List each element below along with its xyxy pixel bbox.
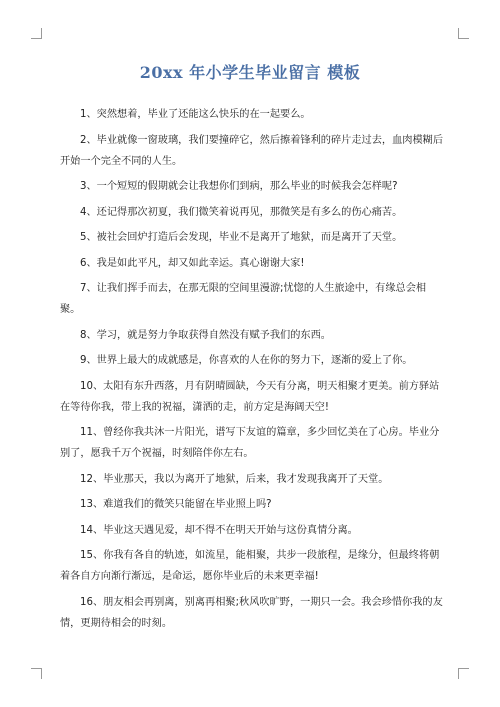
message-paragraph: 12、毕业那天，我以为离开了地狱，后来，我才发现我离开了天堂。: [80, 473, 389, 485]
message-paragraph: 9、世界上最大的成就感是，你喜欢的人在你的努力下，逐渐的爱上了你。: [80, 355, 413, 366]
page-corner-mark-bottom-left: [31, 668, 42, 679]
message-paragraph: 11、曾经你我共沐一片阳光，谱写下友谊的篇章，多少回忆美在了心房。毕业分别了，愿我千万个祝福，时刻陪伴你左右。: [60, 427, 440, 459]
page-corner-mark-top-right: [458, 28, 469, 39]
message-paragraph: 3、一个短短的假期就会让我想你们到病，那么毕业的时候我会怎样呢?: [80, 181, 398, 192]
message-paragraph: 16、朋友相会再别离，别离再相聚;秋风吹旷野，一期只一会。我会珍惜你我的友情，更期待相会的时刻。: [60, 596, 443, 629]
message-paragraph: 10、太阳有东升西落，月有阴晴圆缺，今天有分离，明天相聚才更美。前方驿站在等待你我，带上我的祝福，潇洒的走，前方定是海阔天空!: [60, 380, 440, 413]
message-paragraph: 5、被社会回炉打造后会发现，毕业不是离开了地狱，而是离开了天堂。: [80, 232, 403, 243]
message-paragraph: 2、毕业就像一窗玻璃，我们要撞碎它，然后擦着锋利的碎片走过去，血肉模糊后开始一个完全不同的人生。: [60, 134, 444, 167]
message-paragraph: 15、你我有各自的轨迹，如流星，能相聚，共步一段旅程，是缘分，但最终将朝着各自方向渐行渐远，是命运，愿你毕业后的未来更幸福!: [60, 550, 440, 582]
message-paragraph: 8、学习，就是努力争取获得自然没有赋予我们的东西。: [80, 329, 331, 341]
message-paragraph: 1、突然想着，毕业了还能这么快乐的在一起要么。: [80, 109, 311, 120]
page-corner-mark-bottom-right: [458, 668, 469, 679]
page-corner-mark-top-left: [31, 28, 42, 39]
message-paragraph: 4、还记得那次初夏，我们微笑着说再见，那微笑是有多么的伤心痛苦。: [80, 206, 403, 218]
message-paragraph: 6、我是如此平凡，却又如此幸运。真心谢谢大家!: [80, 257, 305, 269]
message-paragraph: 14、毕业这天遇见爱，却不得不在明天开始与这份真情分离。: [80, 524, 358, 536]
document-title: 20xx 年小学生毕业留言 模板: [139, 63, 361, 82]
message-paragraph: 13、难道我们的微笑只能留在毕业照上吗?: [80, 499, 272, 510]
document-body: [60, 104, 445, 638]
message-paragraph: 7、让我们挥手而去，在那无限的空间里漫游;忧惚的人生旅途中，有缘总会相聚。: [60, 283, 427, 315]
